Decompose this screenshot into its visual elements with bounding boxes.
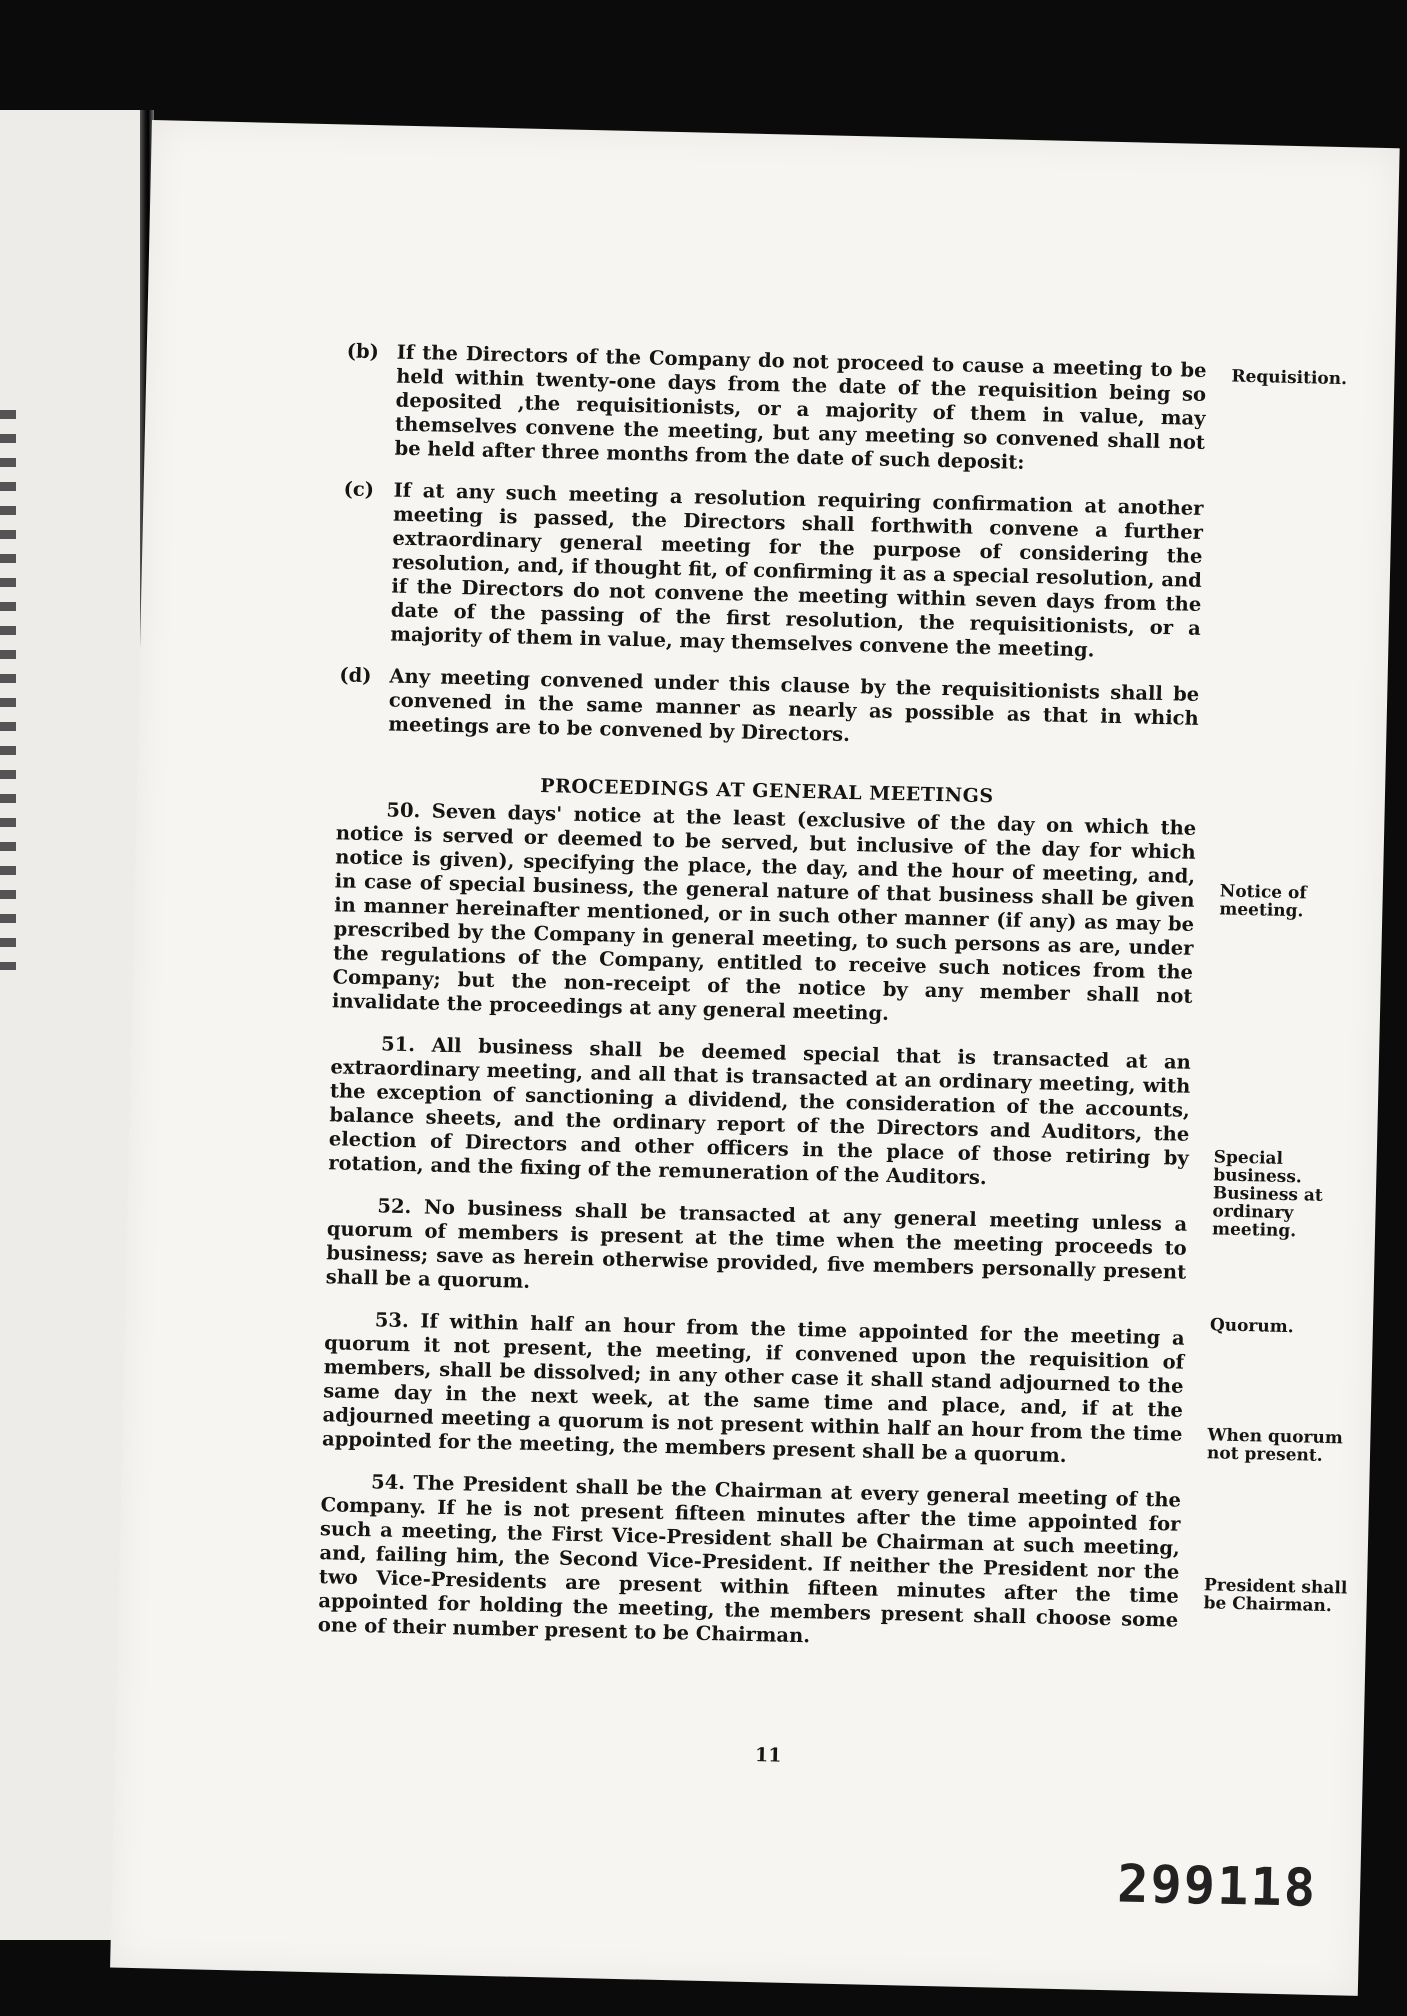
stamped-number: 299118	[1116, 1854, 1318, 1919]
margin-note-president: President shall be Chairman.	[1203, 1575, 1348, 1617]
margin-note-quorum: Quorum.	[1209, 1315, 1294, 1338]
paragraph-54: 54. The President shall be the Chairman at every general meeting of the Company. If he is not present fifteen minutes after the time appointed for such a meeting, the First Vice-President shall be Chairman at such meeting, and, failing him, the Second Vice-President. If neither the President nor the two Vice-Presidents are present within fifteen minutes after the time appointed for holding the meeting, the members present shall choose some one of their number present to be Chairman.	[317, 1470, 1182, 1648]
clause-c	[340, 477, 1204, 664]
previous-page-text-fragment	[0, 410, 16, 970]
clause-b	[344, 339, 1207, 478]
clause-text: Any meeting convened under this clause by the requisitionists shall be convened in the same manner as nearly as possible as that in which meetings are to be convened by Directors.	[388, 664, 1200, 746]
clause-d	[338, 663, 1199, 754]
margin-note-special-business: Special business. Business at ordinary meeting.	[1211, 1147, 1323, 1242]
clause-marker: (d)	[339, 663, 372, 688]
margin-note-notice: Notice of meeting.	[1219, 881, 1307, 922]
body-text-column	[317, 339, 1207, 1674]
paragraph-51: 51. All business shall be deemed special that is transacted at an extraordinary meeting, and all that is transacted at an ordinary meeting, with the exception of sanctioning a dividend, the consideration of the accounts, balance sheets, and the ordinary report of the Directors and Auditors, the election of Directors and other officers in the place of those retiring by rotation, and the fixing of the remuneration of the Auditors.	[328, 1032, 1192, 1190]
clause-marker: (b)	[346, 339, 380, 364]
clause-text: If at any such meeting a resolution requiring confirmation at another meeting is passed, the Directors shall forthwith convene a further extraordinary general meeting for the purpose of considering the resolution, and, if thought fit, of confirming it as a special resolution, and if the Directors do not convene the meeting within seven days from the date of the passing of the first resolution, the requisitionists, or a majority of them in value, may themselves convene the meeting.	[390, 478, 1204, 662]
margin-note-requisition: Requisition.	[1231, 366, 1348, 390]
clause-text: If the Directors of the Company do not proceed to cause a meeting to be held within twenty-one days from the date of the requisition being so deposited ,the requisitionists, or a majority of them in value, may themselves convene the meeting, but any meeting so convened shall not be held after three months from the date of such deposit:	[394, 340, 1207, 474]
paragraph-52: 52. No business shall be transacted at any general meeting unless a quorum of members is present at the time when the meeting proceeds to business; save as herein otherwise provided, five members personally present shall be a quorum.	[325, 1194, 1188, 1293]
margin-note-no-quorum: When quorum not present.	[1206, 1425, 1344, 1466]
section-heading: PROCEEDINGS AT GENERAL MEETINGS	[540, 774, 994, 808]
document-page	[110, 120, 1400, 1996]
page-number: 11	[754, 1744, 782, 1767]
paragraph-53: 53. If within half an hour from the time appointed for the meeting a quorum it not present, the meeting, if convened upon the requisition of members, shall be dissolved; in any other case it shall stand adjourned to the same day in the next week, at the same time and place, and, if at the adjourned meeting a quorum is not present within half an hour from the time appointed for the meeting, the members present shall be a quorum.	[321, 1308, 1185, 1468]
clause-marker: (c)	[343, 477, 375, 502]
paragraph-50: 50. Seven days' notice at the least (exclusive of the day on which the notice is served or deemed to be served, but inclusive of the day for which notice is given), specifying the place, the day, and the hour of meeting, and, in case of special business, the general nature of that business shall be given in manner hereinafter mentioned, or in such other manner (if any) as may be prescribed by the Company in general meeting, to such persons as are, under the regulations of the Company, entitled to receive such notices from the Company; but the non-receipt of the notice by any member shall not invalidate the proceedings at any general meeting.	[331, 798, 1197, 1025]
